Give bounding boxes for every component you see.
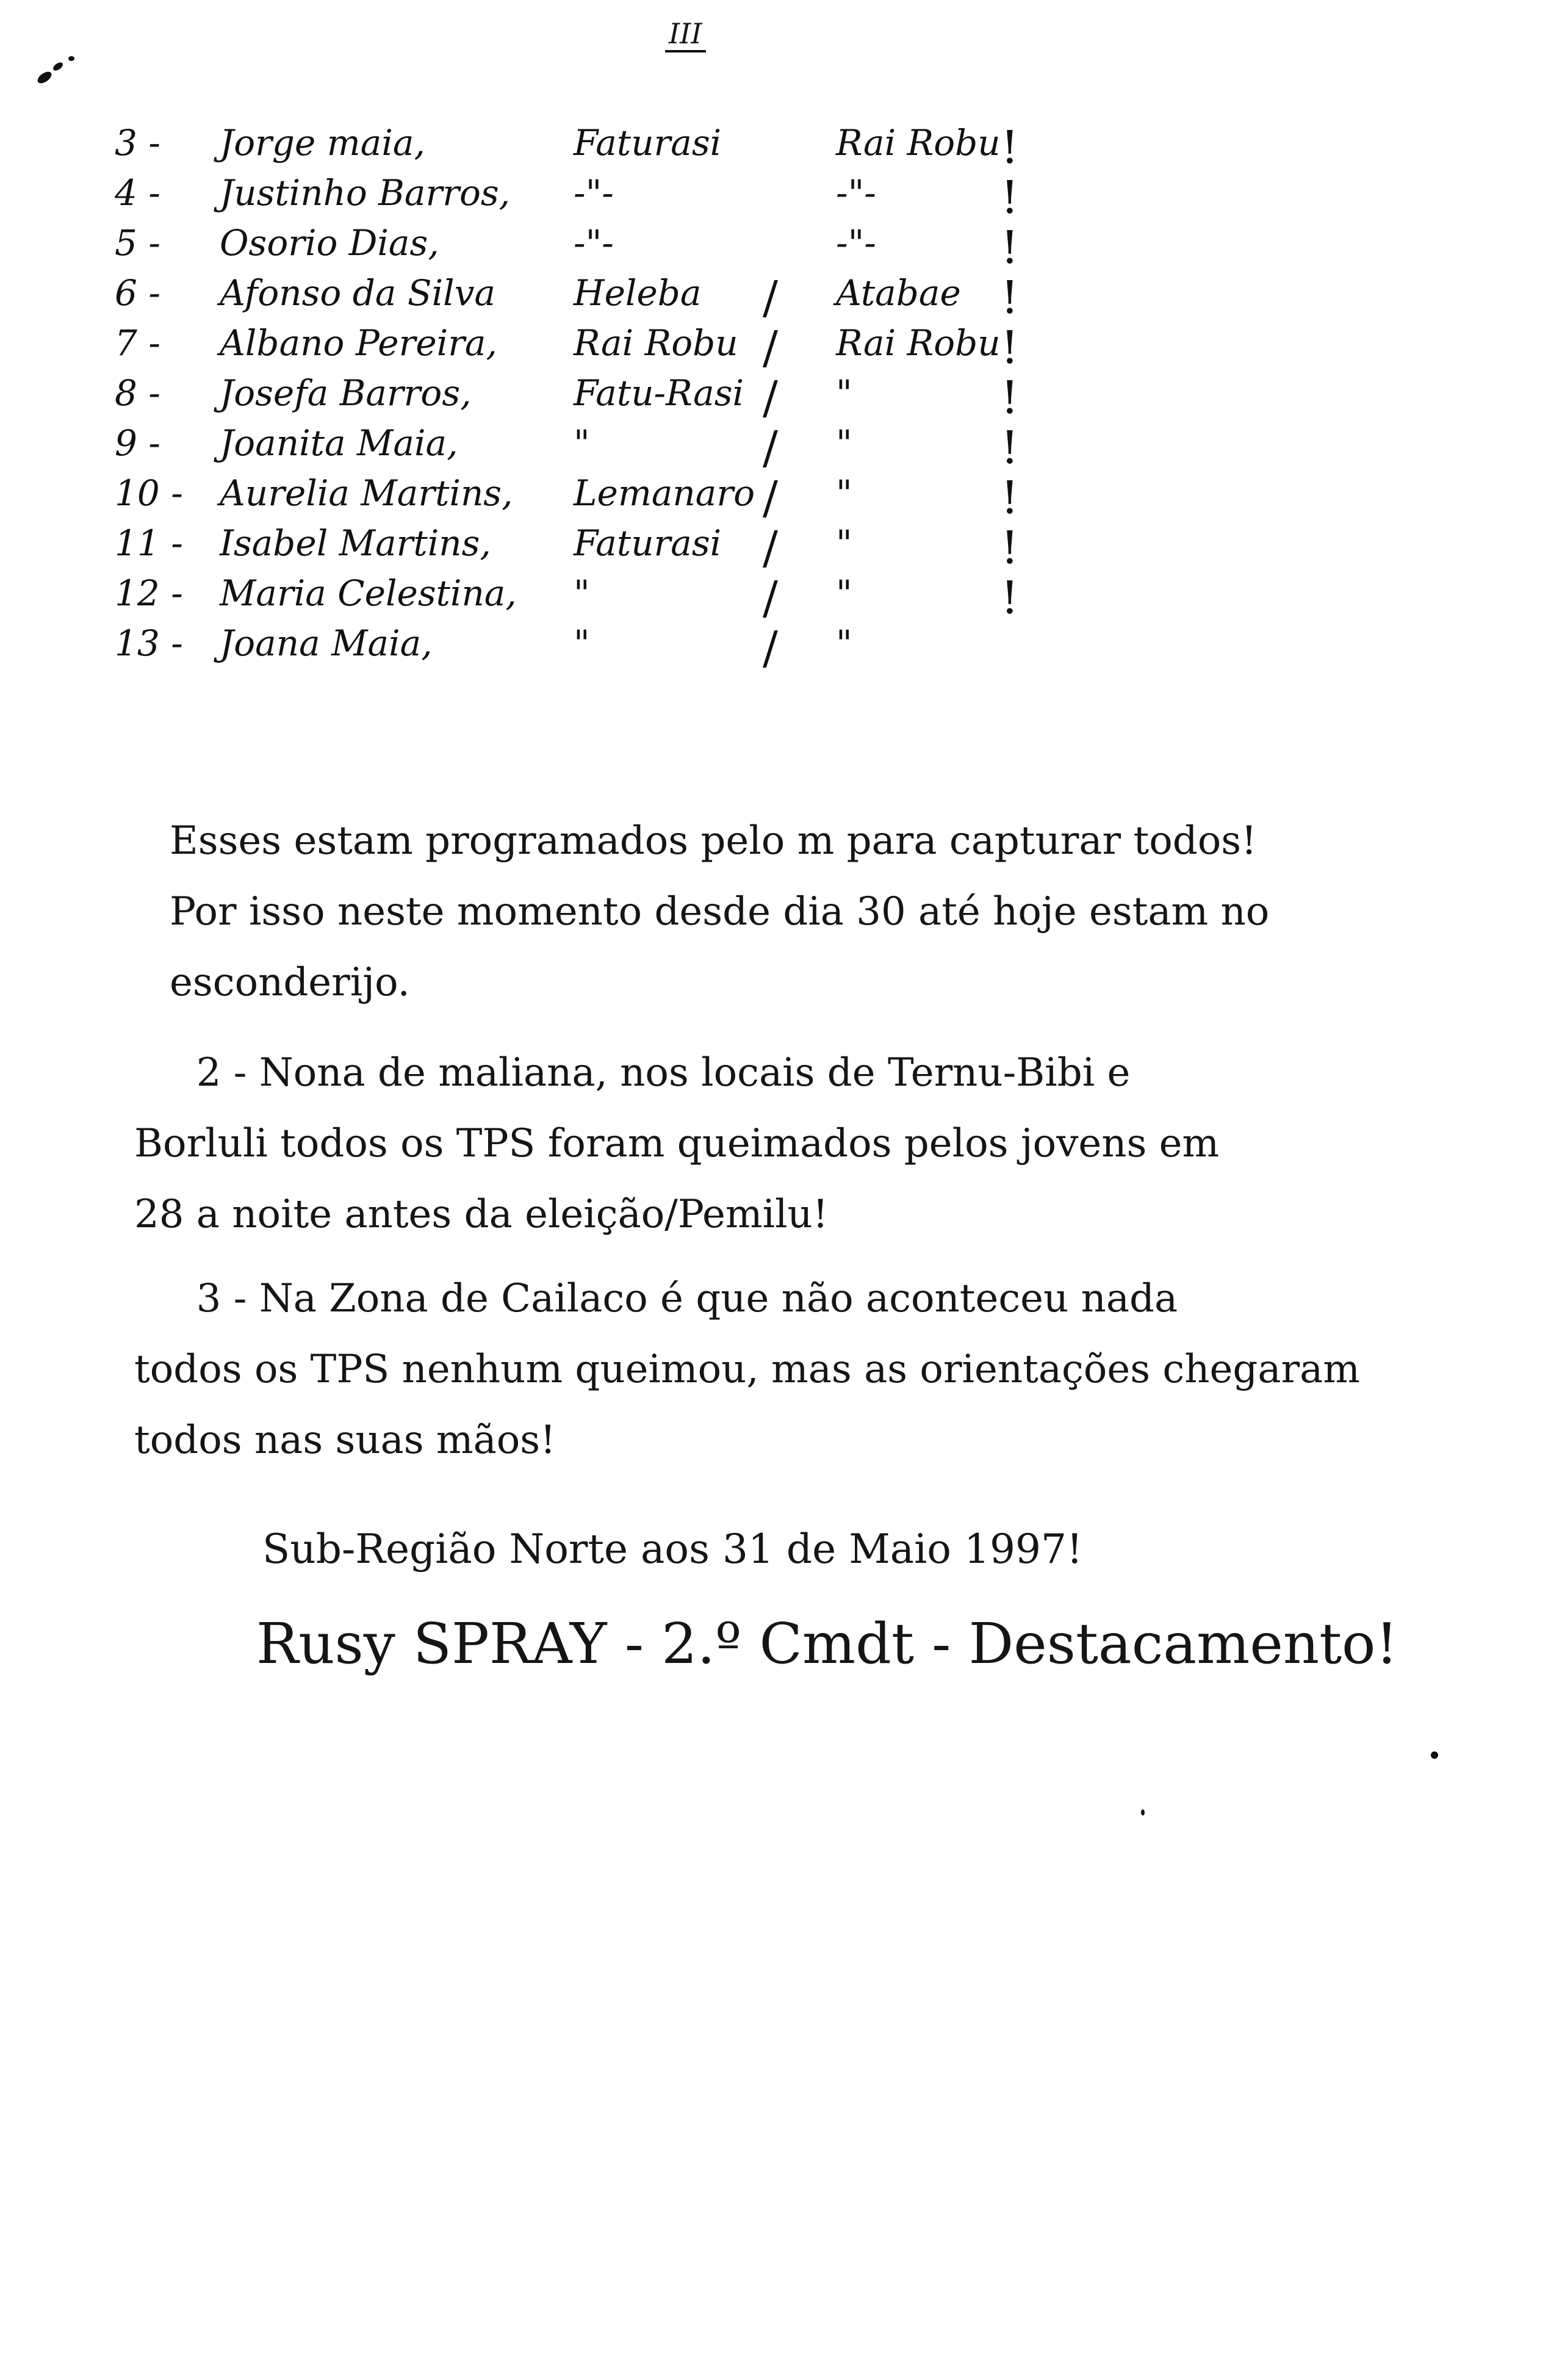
list-name: Josefa Barros,: [220, 372, 472, 414]
list-number: 3 -: [115, 122, 160, 164]
list-separator: /: [763, 272, 778, 324]
list-place: Lemanaro: [574, 472, 755, 514]
list-destination: -"-: [836, 222, 876, 264]
list-exclamation: !: [1001, 522, 1019, 574]
list-name: Justinho Barros,: [220, 172, 511, 214]
list-name: Osorio Dias,: [220, 222, 439, 264]
list-place: -"-: [574, 172, 614, 214]
list-destination: ": [836, 522, 852, 564]
list-separator: /: [763, 622, 778, 674]
list-separator: /: [763, 422, 778, 474]
list-exclamation: !: [1001, 372, 1019, 424]
list-exclamation: !: [1001, 322, 1019, 374]
list-destination: ": [836, 472, 852, 514]
list-destination: Rai Robu: [836, 322, 1001, 364]
list-name: Maria Celestina,: [220, 572, 517, 614]
list-destination: Rai Robu: [836, 122, 1001, 164]
list-number: 6 -: [115, 272, 160, 314]
list-place: Fatu-Rasi: [574, 372, 744, 414]
list-separator: /: [763, 522, 778, 574]
list-name: Jorge maia,: [220, 122, 425, 164]
list-place: Faturasi: [574, 522, 722, 564]
ink-speck: [1431, 1751, 1438, 1759]
list-destination: ": [836, 372, 852, 414]
closing-place-date: Sub-Região Norte aos 31 de Maio 1997!: [262, 1526, 1083, 1573]
paragraph-cailaco: 3 - Na Zona de Cailaco é que não aconteceu nada todos os TPS nenhum queimou, mas as orientações chegaram todos nas suas mãos!: [134, 1276, 1360, 1463]
list-exclamation: !: [1001, 222, 1019, 274]
list-exclamation: !: [1001, 272, 1019, 324]
list-place: Faturasi: [574, 122, 722, 164]
list-place: Rai Robu: [574, 322, 738, 364]
list-place: ": [574, 572, 590, 614]
list-separator: /: [763, 472, 778, 524]
paragraph-maliana: 2 - Nona de maliana, nos locais de Ternu-Bibi e Borluli todos os TPS foram queimados pelos jovens em 28 a noite antes da eleição/Pemilu!: [134, 1050, 1220, 1237]
list-place: ": [574, 422, 590, 464]
list-number: 12 -: [115, 572, 183, 614]
list-number: 8 -: [115, 372, 160, 414]
list-place: -"-: [574, 222, 614, 264]
list-separator: /: [763, 322, 778, 374]
list-number: 5 -: [115, 222, 160, 264]
ink-blot: [35, 70, 53, 85]
list-place: ": [574, 622, 590, 664]
list-name: Albano Pereira,: [220, 322, 497, 364]
list-number: 7 -: [115, 322, 160, 364]
list-name: Afonso da Silva: [220, 272, 496, 314]
list-destination: Atabae: [836, 272, 961, 314]
list-destination: ": [836, 422, 852, 464]
ink-speck: [1141, 1809, 1145, 1816]
list-exclamation: !: [1001, 422, 1019, 474]
list-number: 9 -: [115, 422, 160, 464]
list-place: Heleba: [574, 272, 702, 314]
signature-line: Rusy SPRAY - 2.º Cmdt - Destacamento!: [256, 1611, 1398, 1676]
list-exclamation: !: [1001, 472, 1019, 524]
paragraph-captured: Esses estam programados pelo m para capturar todos! Por isso neste momento desde dia 30 até hoje estam no esconderijo.: [170, 818, 1270, 1005]
list-name: Isabel Martins,: [220, 522, 491, 564]
list-exclamation: !: [1001, 171, 1019, 224]
list-separator: /: [763, 372, 778, 424]
list-number: 10 -: [115, 472, 183, 514]
list-number: 13 -: [115, 622, 183, 664]
list-number: 11 -: [115, 522, 183, 564]
list-destination: -"-: [836, 172, 876, 214]
list-destination: ": [836, 622, 852, 664]
list-number: 4 -: [115, 172, 160, 214]
list-separator: /: [763, 572, 778, 624]
list-name: Aurelia Martins,: [220, 472, 513, 514]
list-name: Joana Maia,: [220, 622, 433, 664]
list-exclamation: !: [1001, 121, 1019, 174]
ink-blot: [52, 61, 64, 73]
page-number: III: [665, 17, 706, 52]
ink-blot: [68, 56, 74, 61]
list-exclamation: !: [1001, 572, 1019, 624]
list-destination: ": [836, 572, 852, 614]
list-name: Joanita Maia,: [220, 422, 458, 464]
